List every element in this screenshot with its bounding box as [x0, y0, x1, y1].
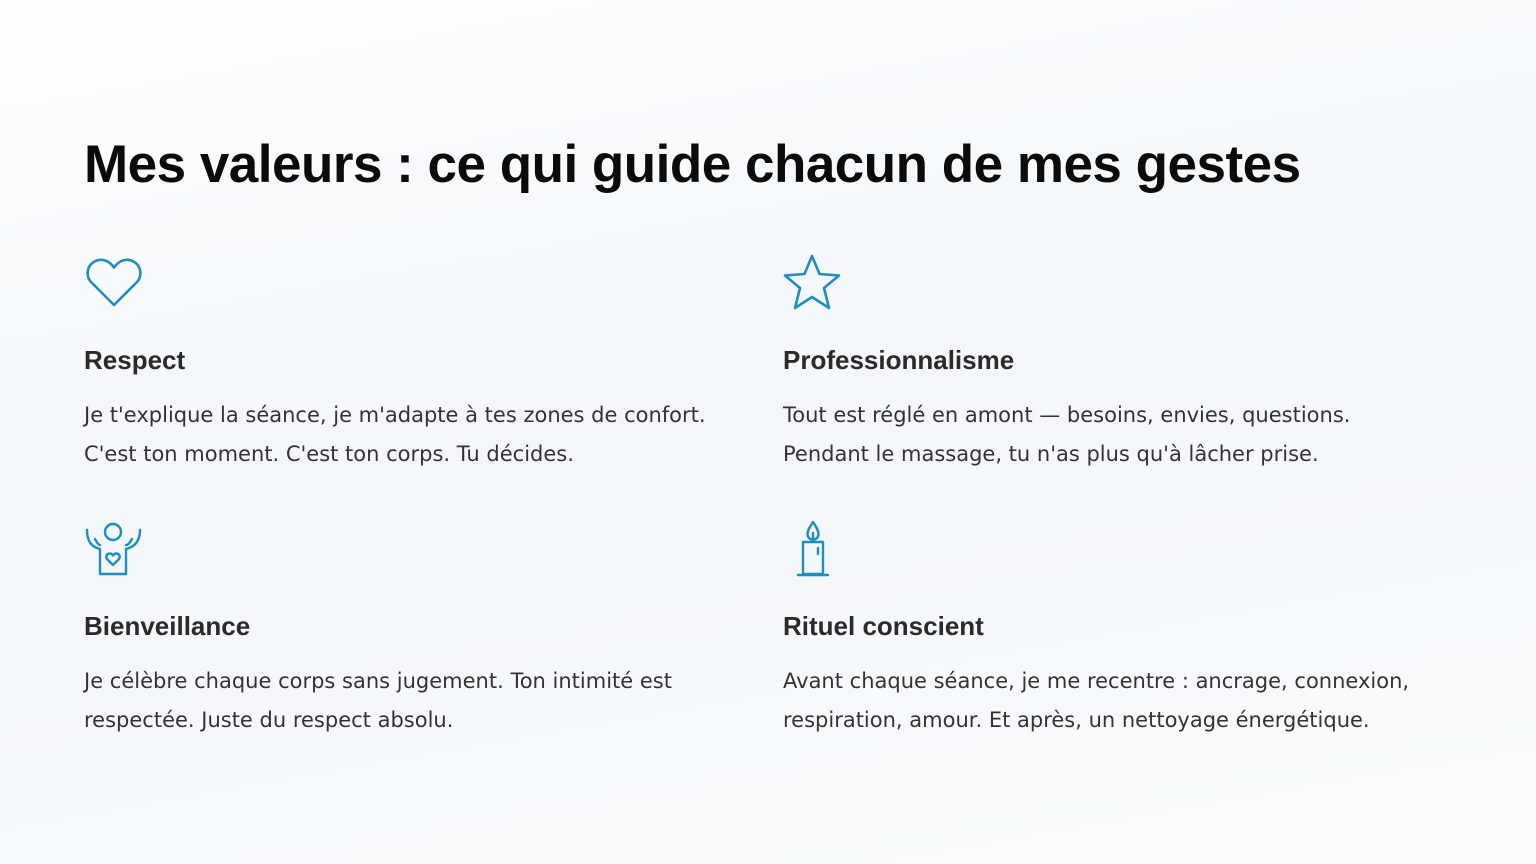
- value-title: Bienveillance: [84, 611, 251, 641]
- values-section: [84, 0, 1484, 864]
- page-title: Mes valeurs : ce qui guide chacun de mes gestes: [84, 135, 1301, 194]
- value-description-line: C'est ton moment. C'est ton corps. Tu décides.: [84, 442, 574, 466]
- value-description-line: Je célèbre chaque corps sans jugement. Ton intimité est: [84, 669, 672, 693]
- value-card-rituel-conscient: [783, 520, 1463, 740]
- value-description-line: Pendant le massage, tu n'as plus qu'à lâcher prise.: [783, 442, 1319, 466]
- value-card-respect: [84, 254, 764, 474]
- candle-icon: [783, 520, 843, 580]
- value-title: Professionnalisme: [783, 345, 1015, 375]
- value-description-line: Je t'explique la séance, je m'adapte à tes zones de confort.: [84, 403, 706, 427]
- value-description: [84, 662, 764, 740]
- value-description-line: Avant chaque séance, je me recentre : ancrage, connexion,: [783, 669, 1410, 693]
- value-description-line: respiration, amour. Et après, un nettoyage énergétique.: [783, 708, 1370, 732]
- value-description: [783, 396, 1463, 474]
- star-icon: [783, 254, 843, 314]
- person-heart-icon: [84, 520, 144, 580]
- value-description-line: respectée. Juste du respect absolu.: [84, 708, 454, 732]
- value-card-bienveillance: [84, 520, 764, 740]
- value-title: Respect: [84, 345, 186, 375]
- value-description: [84, 396, 764, 474]
- value-description-line: Tout est réglé en amont — besoins, envies, questions.: [783, 403, 1351, 427]
- value-title: Rituel conscient: [783, 611, 984, 641]
- value-description: [783, 662, 1463, 740]
- heart-icon: [84, 254, 144, 314]
- value-card-professionnalisme: [783, 254, 1463, 474]
